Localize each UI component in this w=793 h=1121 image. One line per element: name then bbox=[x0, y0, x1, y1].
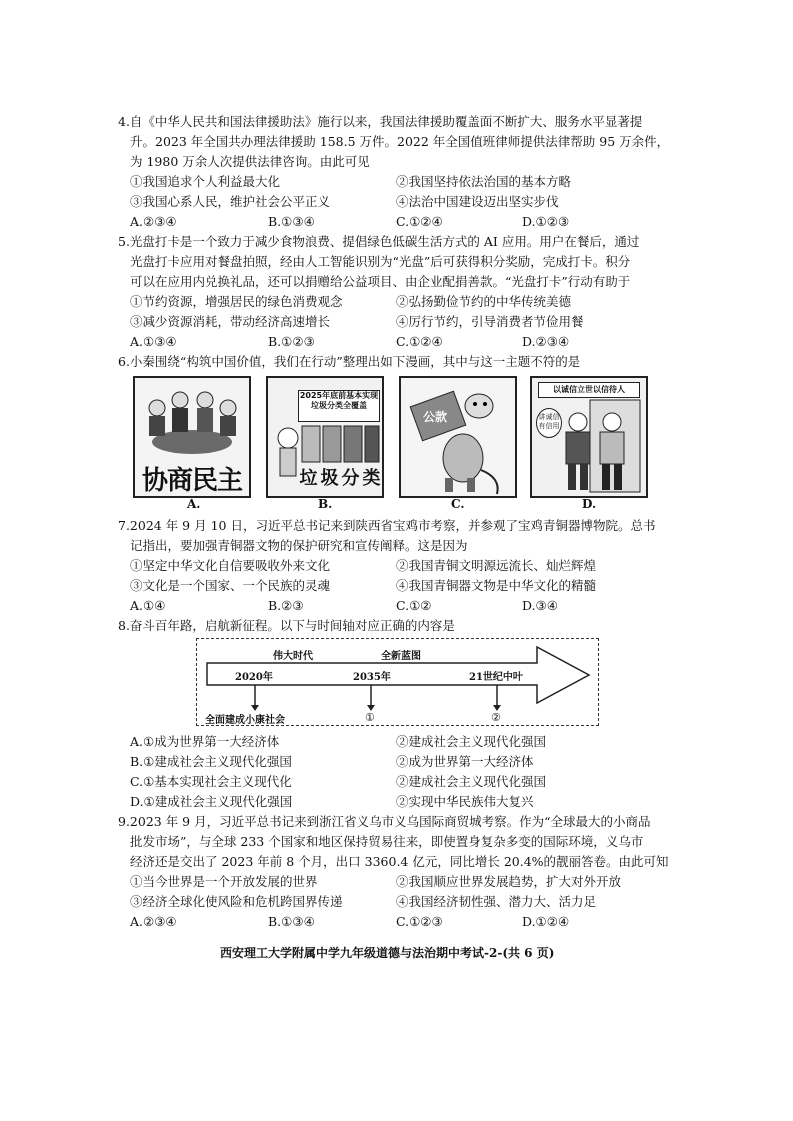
q7-option-c: C.①② bbox=[396, 598, 432, 613]
q8-option-c-1: C.①基本实现社会主义现代化 bbox=[130, 774, 292, 789]
cartoon-b-label: B. bbox=[318, 497, 333, 511]
cartoon-d bbox=[530, 376, 648, 498]
q8-option-d-2: ②实现中华民族伟大复兴 bbox=[396, 794, 534, 809]
q4-statement-2: ②我国坚持依法治国的基本方略 bbox=[396, 174, 572, 189]
cartoon-c bbox=[399, 376, 517, 498]
q8-stem-line1: 8.奋斗百年路，启航新征程。以下与时间轴对应正确的内容是 bbox=[118, 618, 455, 633]
q4-stem-line1: 4.自《中华人民共和国法律援助法》施行以来，我国法律援助覆盖面不断扩大、服务水平显著提 bbox=[118, 114, 643, 129]
cartoon-d-illustration bbox=[532, 378, 646, 496]
cartoon-a-label: A. bbox=[187, 497, 201, 511]
q4-statement-1: ①我国追求个人利益最大化 bbox=[130, 174, 281, 189]
q8-option-c-2: ②建成社会主义现代化强国 bbox=[396, 774, 547, 789]
q7-statement-3: ③文化是一个国家、一个民族的灵魂 bbox=[130, 578, 331, 593]
cartoon-c-illustration bbox=[401, 378, 515, 496]
q4-option-a: A.②③④ bbox=[130, 214, 177, 229]
q6-stem-line1: 6.小秦围绕“构筑中国价值，我们在行动”整理出如下漫画，其中与这一主题不符的是 bbox=[118, 354, 581, 369]
cartoon-a-caption: 协商民主 bbox=[141, 466, 242, 496]
q4-option-d: D.①②③ bbox=[522, 214, 570, 229]
q4-stem-line2: 升。2023 年全国共办理法律援助 158.5 万件。2022 年全国值班律师提供法律帮助 95 万余件， bbox=[130, 134, 670, 149]
q9-option-d: D.①②④ bbox=[522, 914, 570, 929]
q7-statement-2: ②我国青铜文明源远流长、灿烂辉煌 bbox=[396, 558, 597, 573]
timeline-year-mid-century: 21世纪中叶 bbox=[469, 672, 523, 683]
q5-statement-1: ①节约资源，增强居民的绿色消费观念 bbox=[130, 294, 343, 309]
q7-stem-line1: 7.2024 年 9 月 10 日，习近平总书记来到陕西省宝鸡市考察，并参观了宝鸡青铜器博物院。总书 bbox=[118, 518, 656, 533]
q7-option-a: A.①④ bbox=[130, 598, 166, 613]
q5-option-a: A.①③④ bbox=[130, 334, 177, 349]
q9-statement-2: ②我国顺应世界发展趋势，扩大对外开放 bbox=[396, 874, 622, 889]
cartoon-c-label-letter: C. bbox=[451, 497, 465, 511]
timeline-top-label-1: 伟大时代 bbox=[273, 651, 313, 662]
bin-label-1: 垃 bbox=[299, 468, 318, 489]
q5-statement-4: ④厉行节约，引导消费者节俭用餐 bbox=[396, 314, 584, 329]
q9-stem-line1: 9.2023 年 9 月，习近平总书记来到浙江省义乌市义乌国际商贸城考察。作为“全球最大的小商品 bbox=[118, 814, 651, 829]
timeline-bottom-label-1: 全面建成小康社会 bbox=[205, 715, 285, 726]
q4-option-b: B.①③④ bbox=[268, 214, 315, 229]
q8-option-b-2: ②成为世界第一大经济体 bbox=[396, 754, 534, 769]
bin-label-3: 分 bbox=[341, 468, 360, 489]
q7-option-b: B.②③ bbox=[268, 598, 304, 613]
q8-option-b-1: B.①建成社会主义现代化强国 bbox=[130, 754, 292, 769]
cartoon-d-speech-bubble: 讲诚信有信用 bbox=[536, 408, 562, 438]
q4-statement-4: ④法治中国建设迈出坚实步伐 bbox=[396, 194, 559, 209]
timeline-year-2035: 2035年 bbox=[353, 672, 391, 683]
timeline-bottom-label-2: ① bbox=[365, 711, 375, 724]
q5-statement-2: ②弘扬勤俭节约的中华传统美德 bbox=[396, 294, 572, 309]
q8-option-a-1: A.①成为世界第一大经济体 bbox=[130, 734, 280, 749]
q8-option-d-1: D.①建成社会主义现代化强国 bbox=[130, 794, 293, 809]
q7-statement-4: ④我国青铜器文物是中华文化的精髓 bbox=[396, 578, 597, 593]
q9-option-a: A.②③④ bbox=[130, 914, 177, 929]
q5-stem-line2: 光盘打卡应用对餐盘拍照，经由人工智能识别为“光盘”后可获得积分奖励，完成打卡。积分 bbox=[130, 254, 631, 269]
q4-stem-line3: 为 1980 万余人次提供法律咨询。由此可见 bbox=[130, 154, 370, 169]
timeline-box bbox=[196, 638, 599, 726]
q8-option-a-2: ②建成社会主义现代化强国 bbox=[396, 734, 547, 749]
page-footer: 西安理工大学附属中学九年级道德与法治期中考试-2-(共 6 页) bbox=[220, 946, 555, 960]
q5-statement-3: ③减少资源消耗，带动经济高速增长 bbox=[130, 314, 331, 329]
q9-option-c: C.①②③ bbox=[396, 914, 443, 929]
cartoon-d-sign: 以诚信立世以信待人 bbox=[538, 382, 640, 398]
q9-option-b: B.①③④ bbox=[268, 914, 315, 929]
cartoon-c-label: 公款 bbox=[423, 410, 448, 424]
q9-stem-line3: 经济还是交出了 2023 年前 8 个月，出口 3360.4 亿元，同比增长 20.4%的靓丽答卷。由此可知 bbox=[130, 854, 669, 869]
q4-statement-3: ③我国心系人民，维护社会公平正义 bbox=[130, 194, 331, 209]
bin-label-4: 类 bbox=[362, 468, 381, 489]
q9-statement-4: ④我国经济韧性强、潜力大、活力足 bbox=[396, 894, 597, 909]
q5-stem-line1: 5.光盘打卡是一个致力于减少食物浪费、提倡绿色低碳生活方式的 AI 应用。用户在餐后，通过 bbox=[118, 234, 640, 249]
cartoon-a bbox=[133, 376, 251, 498]
q5-stem-line3: 可以在应用内兑换礼品，还可以捐赠给公益项目、由企业配捐善款。“光盘打卡”行动有助于 bbox=[130, 274, 631, 289]
q7-statement-1: ①坚定中华文化自信要吸收外来文化 bbox=[130, 558, 331, 573]
cartoon-b bbox=[266, 376, 384, 498]
timeline-bottom-label-3: ② bbox=[491, 711, 501, 724]
q9-stem-line2: 批发市场”，与全球 233 个国家和地区保持贸易往来，即使置身复杂多变的国际环境，义乌市 bbox=[130, 834, 644, 849]
timeline-year-2020: 2020年 bbox=[235, 672, 273, 683]
q5-option-b: B.①②③ bbox=[268, 334, 315, 349]
cartoon-d-label: D. bbox=[582, 497, 597, 511]
q9-statement-1: ①当今世界是一个开放发展的世界 bbox=[130, 874, 318, 889]
q9-statement-3: ③经济全球化使风险和危机跨国界传递 bbox=[130, 894, 343, 909]
q7-stem-line2: 记指出，要加强青铜器文物的保护研究和宣传阐释。这是因为 bbox=[130, 538, 468, 553]
q5-option-d: D.②③④ bbox=[522, 334, 570, 349]
q7-option-d: D.③④ bbox=[522, 598, 558, 613]
q4-option-c: C.①②④ bbox=[396, 214, 443, 229]
q5-option-c: C.①②④ bbox=[396, 334, 443, 349]
bin-label-2: 圾 bbox=[320, 468, 339, 489]
timeline-top-label-2: 全新蓝图 bbox=[381, 651, 421, 662]
cartoon-b-sign: 2025年底前基本实现垃圾分类全覆盖 bbox=[298, 390, 380, 422]
